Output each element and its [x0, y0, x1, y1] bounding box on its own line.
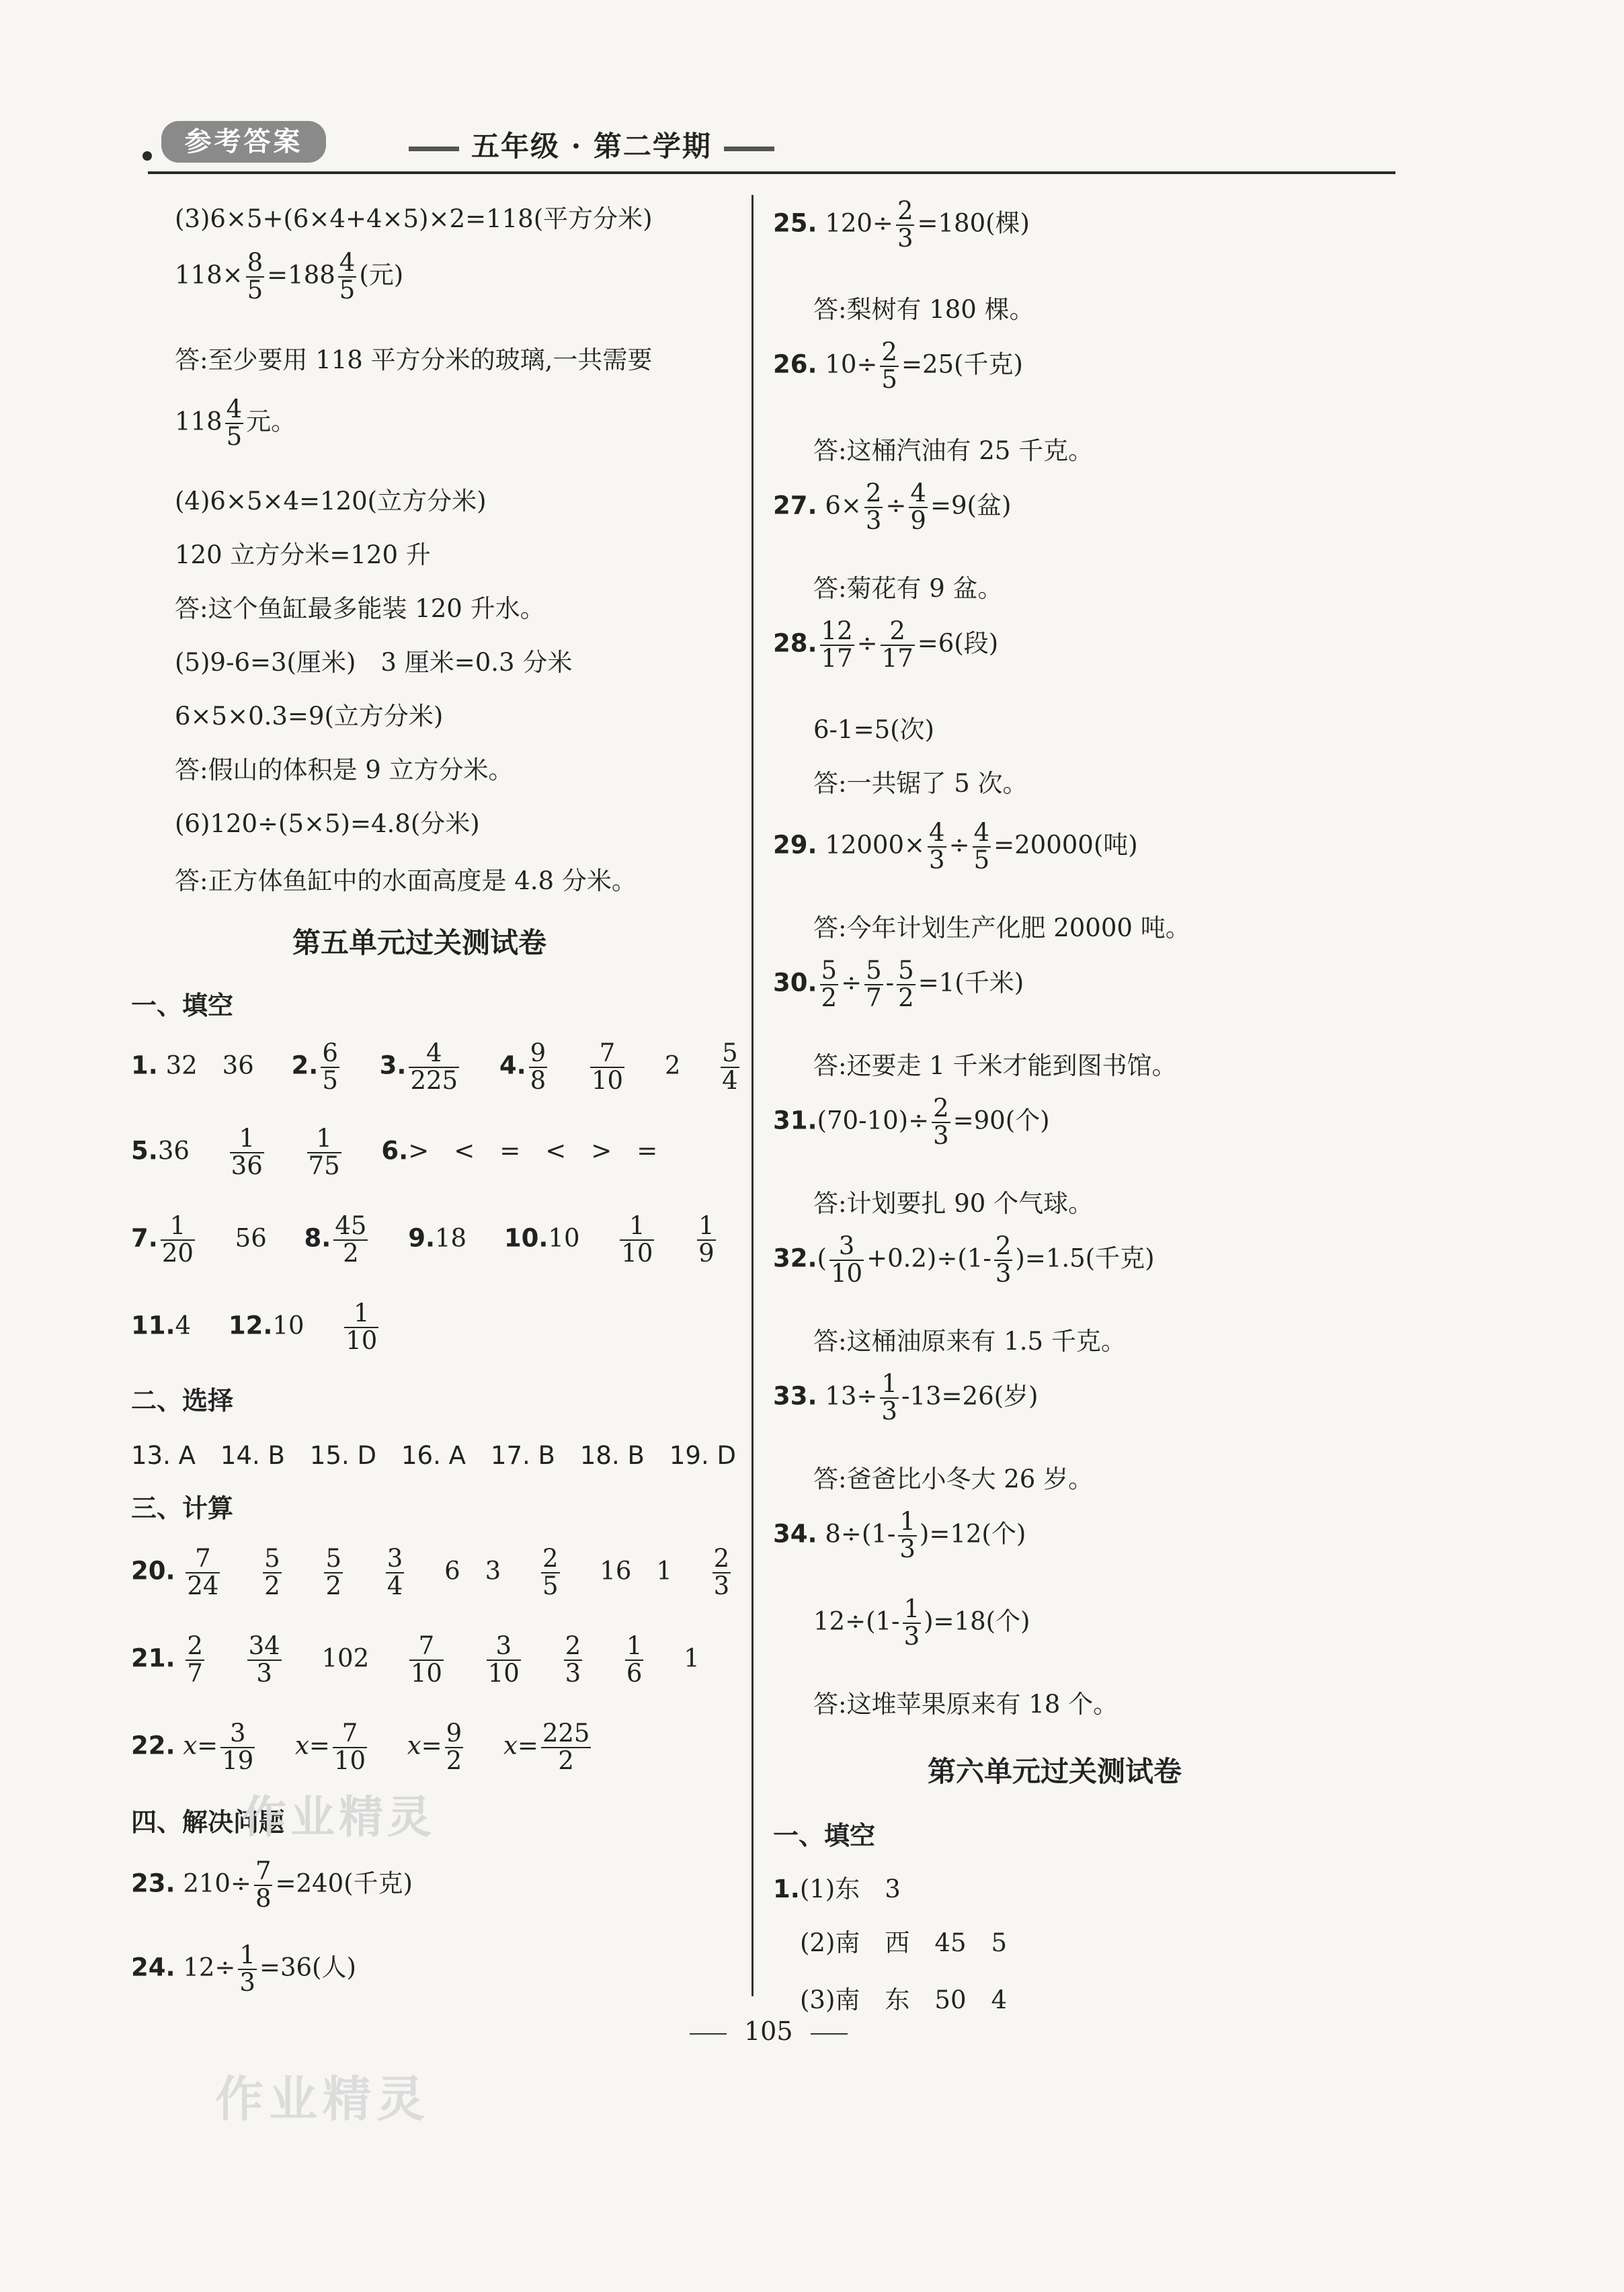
- answer-line: (5)9-6=3(厘米) 3 厘米=0.3 分米: [175, 648, 573, 677]
- calc-row: 20. $\frac{7}{24}$ $\frac{5}{2}$ $\frac{5}{2}$ $\frac{3}{4}$ 6 3 $\frac{2}{5}$ 16 1 $\frac{2}{3}$: [131, 1544, 730, 1600]
- problem-line: 28. $\frac{12}{17}$ ÷ $\frac{2}{17}$ =6(段): [773, 616, 999, 673]
- problem-line: 23. 210÷ $\frac{7}{8}$ =240(千克): [131, 1856, 413, 1913]
- unit5-title: 第五单元过关测试卷: [292, 926, 547, 959]
- section-heading: 四、解决问题: [131, 1807, 285, 1837]
- section-heading: 三、计算: [131, 1493, 234, 1523]
- answer-line: 答:这个鱼缸最多能装 120 升水。: [175, 594, 545, 623]
- answer-line: 6-1=5(次): [813, 715, 934, 744]
- problem-line: 33. 13÷ $\frac{1}{3}$ -13=26(岁): [773, 1369, 1039, 1426]
- answer-line: 答:至少要用 118 平方分米的玻璃,一共需要: [175, 345, 653, 374]
- answer-line: 答:还要走 1 千米才能到图书馆。: [813, 1051, 1177, 1080]
- answer-line: 答:这桶汽油有 25 千克。: [813, 436, 1094, 465]
- answer-line: 118 $\frac{4}{5}$ 元。: [175, 395, 296, 451]
- problem-line: 34. 8÷(1- $\frac{1}{3}$ )=12(个): [773, 1507, 1026, 1563]
- problem-line: 29. 12000× $\frac{4}{3}$ ÷ $\frac{4}{5}$ =20000(吨): [773, 818, 1138, 874]
- section-heading: 一、填空: [131, 990, 234, 1020]
- answer-key-badge: 参考答案: [161, 121, 326, 163]
- answer-line: (3)6×5+(6×4+4×5)×2=118(平方分米): [175, 204, 653, 233]
- column-divider: [752, 195, 754, 1996]
- calc-row: 22. x= $\frac{3}{19}$ x= $\frac{7}{10}$ x= $\frac{9}{2}$ x= $\frac{225}{2}$: [131, 1719, 590, 1775]
- fill-row: (2)南 西 45 5: [800, 1928, 1008, 1957]
- answer-line: 答:计划要扎 90 个气球。: [813, 1189, 1094, 1218]
- section-heading: 二、选择: [131, 1385, 234, 1416]
- answer-line: 答:正方体鱼缸中的水面高度是 4.8 分米。: [175, 866, 637, 895]
- answer-line: 答:这桶油原来有 1.5 千克。: [813, 1327, 1126, 1356]
- calc-row: 21. $\frac{2}{7}$ $\frac{34}{3}$ 102 $\frac{7}{10}$ $\frac{3}{10}$ $\frac{2}{3}$ $\frac{1}{6}$ 1: [131, 1631, 700, 1688]
- fill-row: 1. 32 36 2. $\frac{6}{5}$ 3. $\frac{4}{225}$ 4. $\frac{9}{8}$ $\frac{7}{10}$ 2 $\frac{5}{4}$: [131, 1038, 738, 1095]
- answer-line: 答:一共锯了 5 次。: [813, 769, 1028, 798]
- answer-line: 答:假山的体积是 9 立方分米。: [175, 755, 514, 784]
- problem-line: 32.( $\frac{3}{10}$ +0.2)÷(1- $\frac{2}{3}$ )=1.5(千克): [773, 1231, 1155, 1288]
- problem-line: 30. $\frac{5}{2}$ ÷ $\frac{5}{7}$ - $\frac{5}{2}$ =1(千米): [773, 956, 1024, 1012]
- page-number: 105: [672, 2016, 865, 2046]
- fill-row: (3)南 东 50 4: [800, 1986, 1008, 2014]
- answer-line: 答:梨树有 180 棵。: [813, 295, 1034, 324]
- answer-line: 答:菊花有 9 盆。: [813, 574, 1003, 603]
- fill-row: 5.36 $\frac{1}{36}$ $\frac{1}{75}$ 6.> < = < > =: [131, 1124, 658, 1180]
- answer-line: 118× $\frac{8}{5}$ =188 $\frac{4}{5}$ (元): [175, 248, 404, 304]
- answer-line: 120 立方分米=120 升: [175, 540, 431, 569]
- watermark: 作业精灵: [215, 2070, 431, 2127]
- problem-line: 31.(70-10)÷ $\frac{2}{3}$ =90(个): [773, 1094, 1050, 1150]
- header-rule: [148, 171, 1395, 174]
- problem-line: 27. 6× $\frac{2}{3}$ ÷ $\frac{4}{9}$ =9(盆): [773, 479, 1012, 535]
- header-dot: [143, 151, 152, 161]
- answer-line: 答:这堆苹果原来有 18 个。: [813, 1690, 1119, 1719]
- choice-answers: 13. A 14. B 15. D 16. A 17. B 18. B 19. D: [131, 1441, 736, 1470]
- unit6-title: 第六单元过关测试卷: [928, 1755, 1182, 1788]
- answer-line: 6×5×0.3=9(立方分米): [175, 702, 444, 731]
- answer-line: (4)6×5×4=120(立方分米): [175, 487, 487, 516]
- watermark: 作业精灵: [242, 1791, 436, 1843]
- answer-line: 答:今年计划生产化肥 20000 吨。: [813, 913, 1190, 942]
- fill-row: 11.4 12.10 $\frac{1}{10}$: [131, 1299, 378, 1355]
- problem-line: 26. 10÷ $\frac{2}{5}$ =25(千克): [773, 337, 1023, 394]
- problem-line: 24. 12÷ $\frac{1}{3}$ =36(人): [131, 1940, 356, 1997]
- section-heading: 一、填空: [773, 1820, 876, 1850]
- fill-row: 1.(1)东 3: [773, 1875, 901, 1904]
- fill-row: 7. $\frac{1}{20}$ 56 8. $\frac{45}{2}$ 9.18 10.10 $\frac{1}{10}$ $\frac{1}{9}$: [131, 1211, 715, 1268]
- problem-line: 12÷(1- $\frac{1}{3}$ )=18(个): [813, 1594, 1030, 1651]
- grade-term-title: 五年级 · 第二学期: [397, 124, 786, 165]
- answer-line: 答:爸爸比小冬大 26 岁。: [813, 1465, 1094, 1493]
- answer-line: (6)120÷(5×5)=4.8(分米): [175, 809, 480, 838]
- problem-line: 25. 120÷ $\frac{2}{3}$ =180(棵): [773, 196, 1030, 253]
